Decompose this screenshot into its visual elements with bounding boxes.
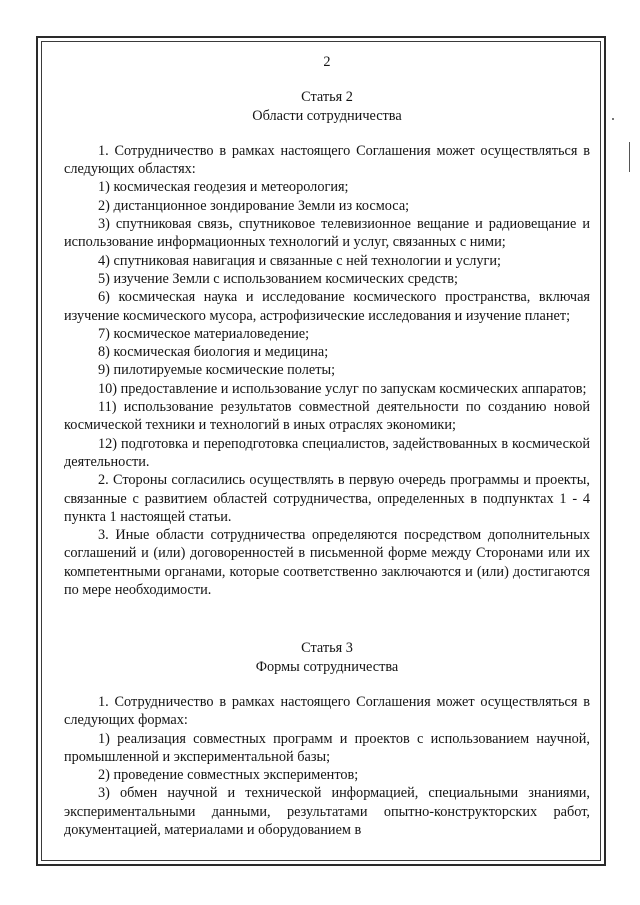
scan-margin-mark: [629, 142, 630, 172]
list-item: 3) обмен научной и технической информацией, специальными знаниями, экспериментальными данными, результатами опытно-конструкторских работ, документацией, материалами и оборудованием в: [64, 785, 590, 838]
list-item: 1) космическая геодезия и метеорология;: [98, 179, 349, 196]
article-2-subtitle: Области сотрудничества: [252, 107, 402, 124]
list-item: 12) подготовка и переподготовка специалистов, задействованных в космической деятельности.: [64, 435, 590, 470]
page-number: 2: [323, 54, 331, 70]
list-item: 11) использование результатов совместной деятельности по созданию новой космической техники и технологий в иных отраслях экономики;: [64, 399, 590, 434]
list-item: 10) предоставление и использование услуг по запускам космических аппаратов;: [98, 380, 587, 397]
article-2: [64, 88, 590, 599]
article-3: [64, 639, 590, 839]
paragraph: 3. Иные области сотрудничества определяются посредством дополнительных соглашений и (или) договоренностей в письменной форме между Сторонами или их компетентными органами, которые соответственно заключаются и (или) достигаются по мере необходимости.: [64, 527, 590, 599]
list-item: 3) спутниковая связь, спутниковое телевизионное вещание и радиовещание и использование информационных технологий и услуг, связанных с ними;: [64, 216, 590, 251]
list-item: 5) изучение Земли с использованием космических средств;: [98, 270, 458, 287]
list-item: 4) спутниковая навигация и связанные с ней технологии и услуги;: [98, 252, 502, 269]
paragraph: 1. Сотрудничество в рамках настоящего Соглашения может осуществляться в следующих областях:: [64, 142, 590, 178]
paragraph: 1. Сотрудничество в рамках настоящего Соглашения может осуществляться в следующих формах:: [64, 693, 590, 729]
list-item: 2) проведение совместных экспериментов;: [98, 767, 359, 784]
list-item: 8) космическая биология и медицина;: [98, 344, 329, 361]
list-item: 7) космическое материаловедение;: [98, 325, 310, 342]
document-body: [64, 53, 590, 839]
list-item: 9) пилотируемые космические полеты;: [98, 362, 336, 379]
list-item: 2) дистанционное зондирование Земли из космоса;: [98, 197, 410, 214]
article-spacer: [64, 599, 590, 639]
article-2-title: Статья 2: [301, 89, 353, 106]
paragraph: 2. Стороны согласились осуществлять в первую очередь программы и проекты, связанные с развитием областей сотрудничества, определенных в подпунктах 1 - 4 пункта 1 настоящей статьи.: [64, 472, 590, 525]
list-item: 6) космическая наука и исследование космического пространства, включая изучение космического мусора, астрофизические исследования и изучение планет;: [64, 289, 590, 324]
scan-speck: [612, 118, 614, 120]
list-item: 1) реализация совместных программ и проектов с использованием научной, промышленной и экспериментальной базы;: [64, 730, 590, 765]
article-3-title: Статья 3: [301, 640, 353, 657]
article-3-subtitle: Формы сотрудничества: [255, 658, 399, 675]
